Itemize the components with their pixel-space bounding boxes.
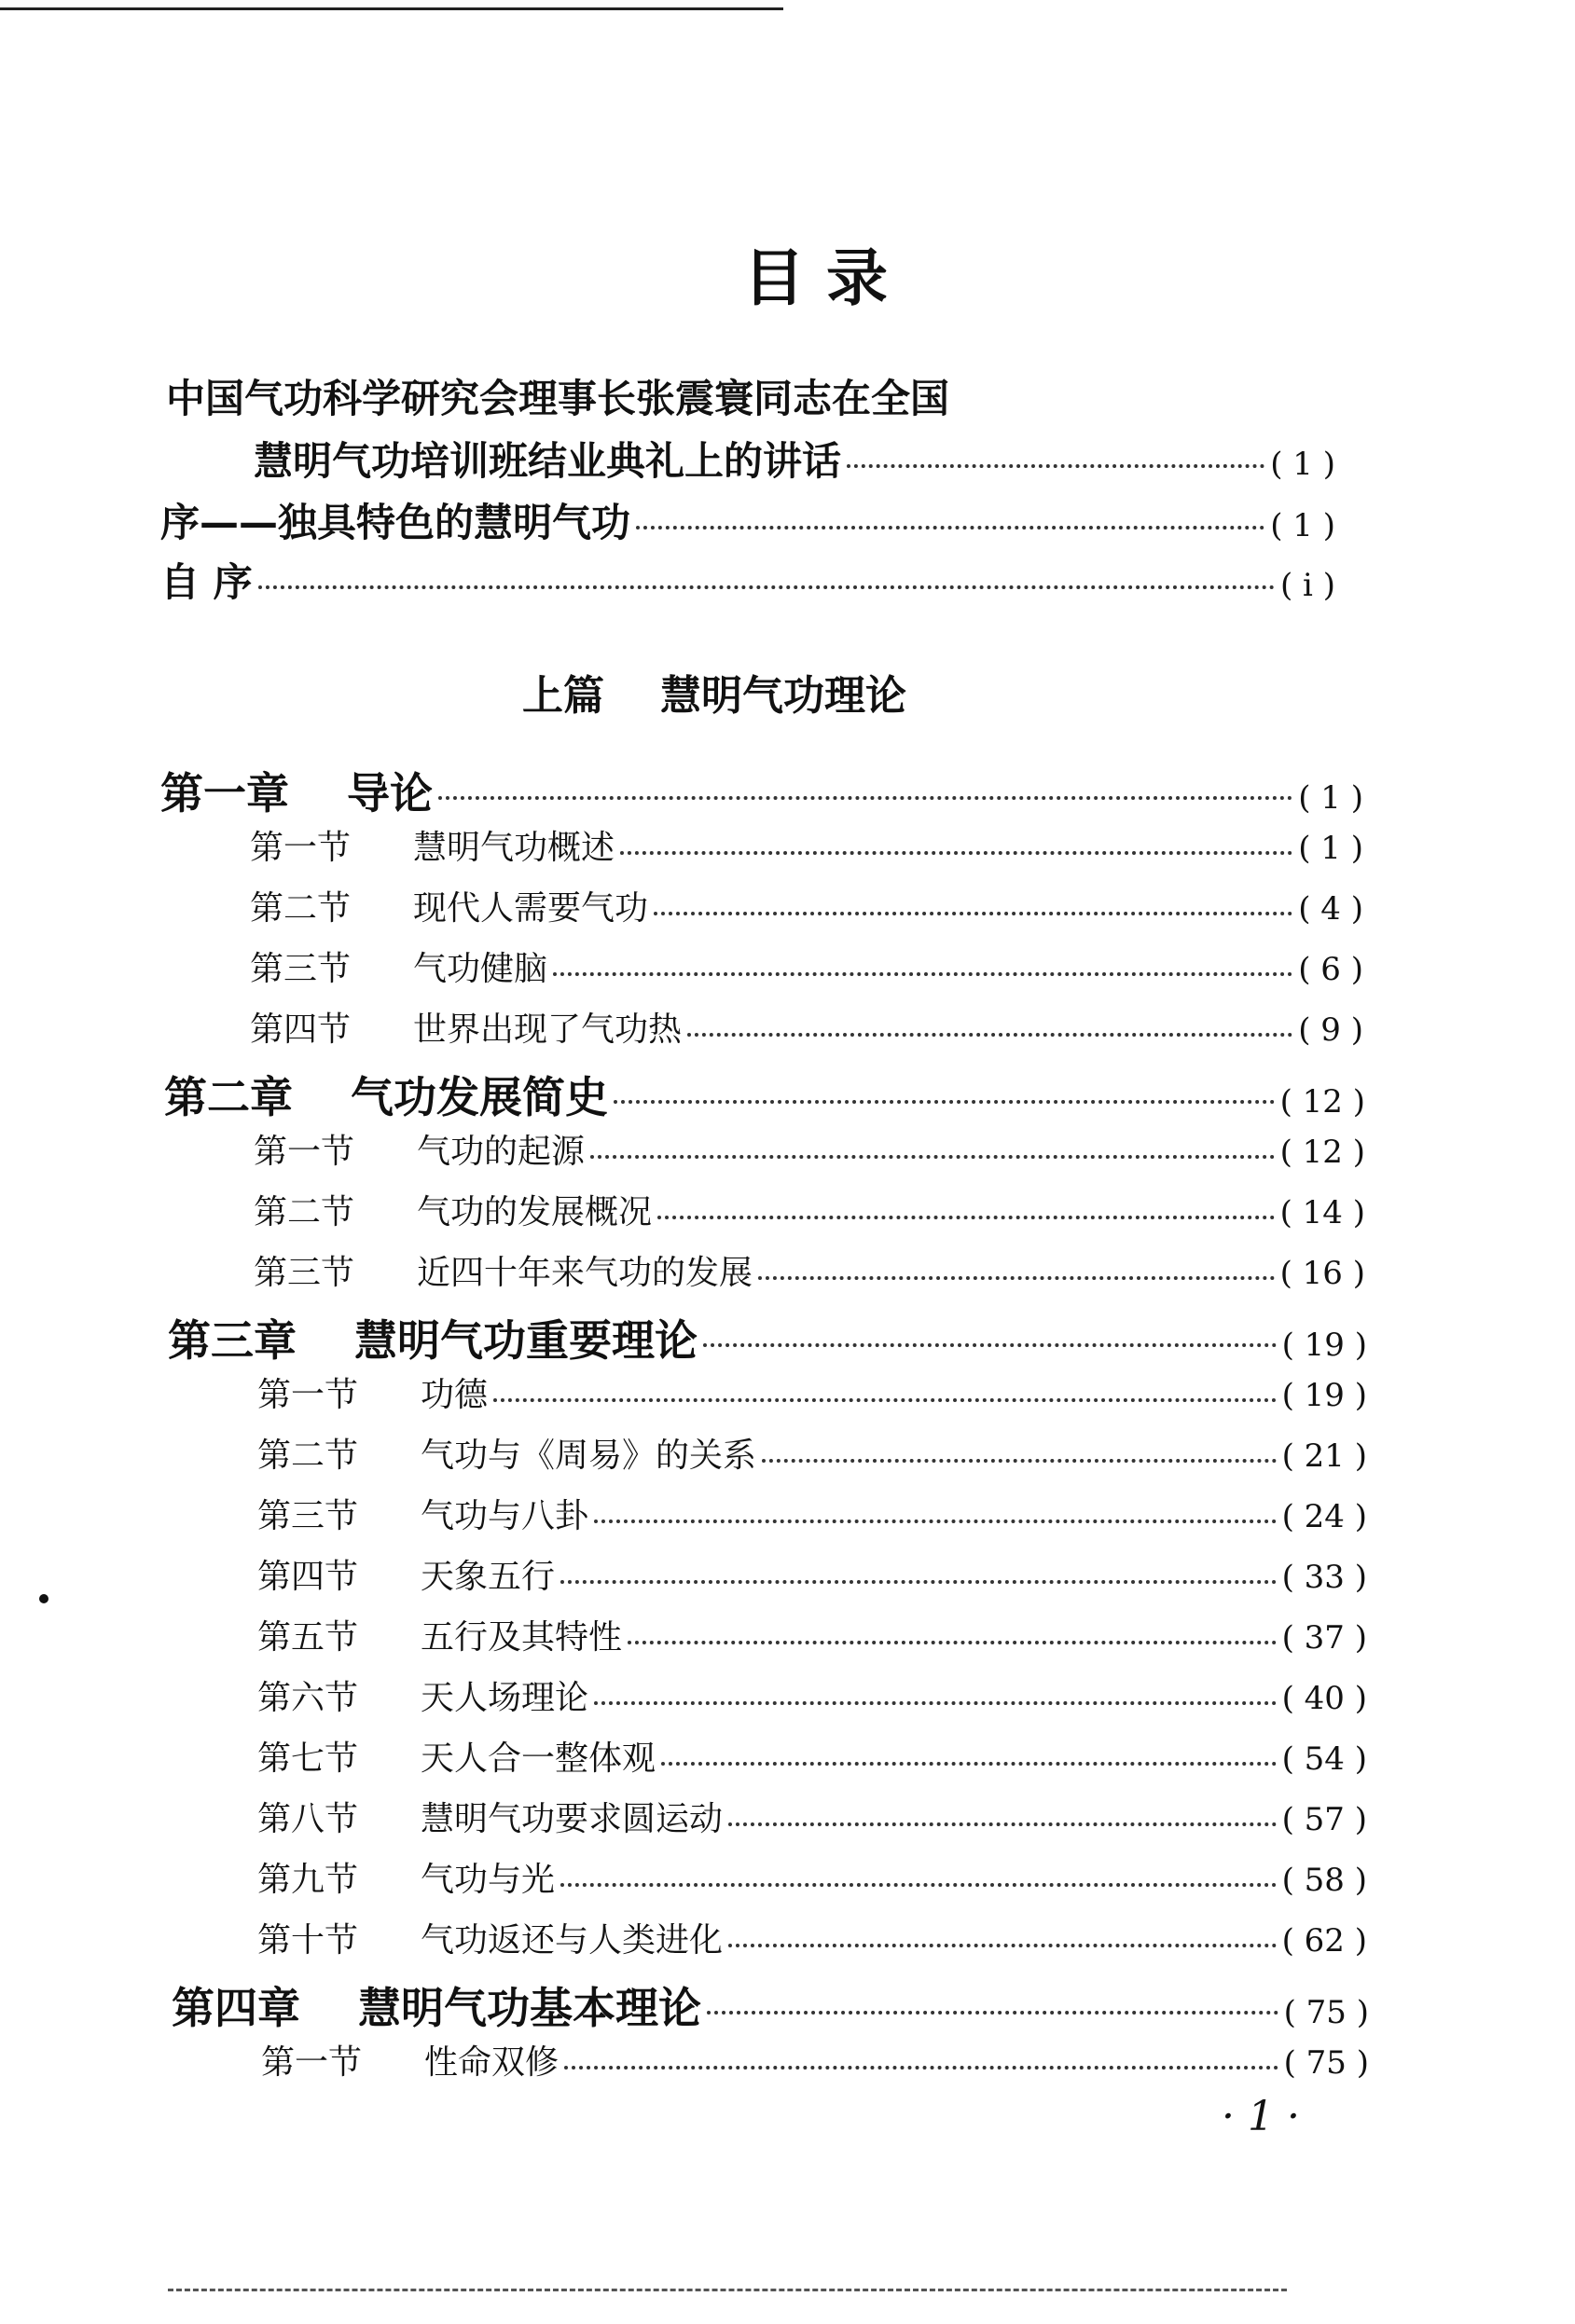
- section-page: ( 14 ): [1279, 1194, 1365, 1231]
- section-page: ( 33 ): [1281, 1559, 1367, 1596]
- section-title: 天象五行: [421, 1558, 556, 1596]
- toc-section-row[interactable]: [254, 1186, 1365, 1233]
- toc-chapter-row[interactable]: [168, 1307, 1367, 1368]
- section-label: 第七节: [257, 1740, 359, 1778]
- section-label: 第三节: [254, 1254, 355, 1292]
- chapter-title: 慧明气功基本理论: [358, 1983, 701, 2033]
- section-page: ( 6 ): [1298, 951, 1363, 988]
- toc-section-row[interactable]: [250, 821, 1363, 869]
- section-label: 第三节: [250, 950, 352, 988]
- leader-dots: [654, 912, 1292, 915]
- section-page: ( 1 ): [1298, 830, 1363, 867]
- section-label: 第二节: [250, 889, 352, 928]
- section-title: 性命双修: [424, 2043, 560, 2082]
- section-page: ( 58 ): [1281, 1862, 1367, 1899]
- leader-dots: [564, 2066, 1278, 2070]
- section-label: 第四节: [250, 1011, 352, 1049]
- leader-dots: [687, 1033, 1292, 1037]
- section-page: ( 21 ): [1281, 1437, 1367, 1475]
- leader-dots: [661, 1762, 1277, 1766]
- toc-section-row[interactable]: [257, 1793, 1367, 1840]
- toc-entry-page: ( 1 ): [1270, 446, 1335, 483]
- toc-section-row[interactable]: [257, 1429, 1367, 1477]
- leader-dots: [560, 1580, 1277, 1584]
- section-label: 第三节: [257, 1497, 359, 1535]
- part-label: 上篇: [522, 672, 604, 720]
- section-page: ( 24 ): [1281, 1498, 1367, 1535]
- top-border-line: [0, 7, 783, 10]
- toc-section-row[interactable]: [250, 1003, 1363, 1051]
- bottom-scan-line: [168, 2289, 1287, 2291]
- page-number: · 1 ·: [1222, 2093, 1300, 2140]
- section-label: 第一节: [254, 1133, 355, 1171]
- part-title: 慧明气功理论: [660, 672, 906, 720]
- section-label: 第十节: [257, 1921, 359, 1960]
- section-label: 第一节: [261, 2043, 363, 2082]
- leader-dots: [590, 1155, 1275, 1159]
- leader-dots: [258, 585, 1275, 589]
- section-title: 天人场理论: [421, 1679, 589, 1717]
- section-title: 五行及其特性: [421, 1618, 623, 1657]
- section-label: 第六节: [257, 1679, 359, 1717]
- toc-preface-line1: 中国气功科学研究会理事长张震寰同志在全国: [166, 376, 950, 421]
- section-page: ( 75 ): [1283, 2044, 1369, 2082]
- page-title: 目 录: [743, 241, 888, 314]
- toc-entry-title: 序——独具特色的慧明气功: [160, 500, 631, 545]
- chapter-page: ( 75 ): [1283, 1994, 1369, 2031]
- section-title: 气功的起源: [417, 1133, 586, 1171]
- section-label: 第二节: [257, 1437, 359, 1475]
- toc-section-row[interactable]: [257, 1611, 1367, 1658]
- chapter-label: 第四章: [172, 1983, 300, 2033]
- leader-dots: [707, 2011, 1278, 2015]
- leader-dots: [614, 1100, 1275, 1104]
- leader-dots: [553, 972, 1292, 976]
- toc-section-row[interactable]: [250, 882, 1363, 929]
- leader-dots: [703, 1343, 1277, 1347]
- toc-entry-foreword[interactable]: [160, 492, 1335, 548]
- toc-section-row[interactable]: [257, 1853, 1367, 1901]
- chapter-page: ( 12 ): [1279, 1083, 1365, 1121]
- toc-section-row[interactable]: [257, 1732, 1367, 1780]
- section-page: ( 19 ): [1281, 1377, 1367, 1414]
- section-title: 气功的发展概况: [417, 1193, 653, 1231]
- leader-dots: [847, 464, 1264, 468]
- section-page: ( 9 ): [1298, 1011, 1363, 1049]
- leader-dots: [628, 1641, 1277, 1644]
- leader-dots: [620, 851, 1292, 855]
- part-heading: [522, 662, 906, 722]
- section-label: 第二节: [254, 1193, 355, 1231]
- toc-entry-speech[interactable]: [254, 431, 1335, 487]
- leader-dots: [657, 1216, 1275, 1219]
- section-page: ( 4 ): [1298, 890, 1363, 928]
- section-title: 气功与《周易》的关系: [421, 1437, 757, 1475]
- section-title: 现代人需要气功: [413, 889, 649, 928]
- section-page: ( 16 ): [1279, 1255, 1365, 1292]
- leader-dots: [560, 1883, 1277, 1887]
- section-label: 第四节: [257, 1558, 359, 1596]
- toc-chapter-row[interactable]: [164, 1064, 1365, 1125]
- leader-dots: [728, 1944, 1277, 1947]
- section-title: 气功与光: [421, 1861, 556, 1899]
- leader-dots: [594, 1701, 1277, 1705]
- chapter-title: 慧明气功重要理论: [354, 1315, 698, 1366]
- toc-entry-author-preface[interactable]: [160, 552, 1335, 608]
- section-page: ( 57 ): [1281, 1801, 1367, 1838]
- section-page: ( 12 ): [1279, 1134, 1365, 1171]
- toc-chapter-row[interactable]: [172, 1974, 1369, 2036]
- toc-section-row[interactable]: [250, 942, 1363, 990]
- scan-speck: [39, 1594, 48, 1603]
- chapter-title: 导论: [347, 768, 433, 818]
- chapter-title: 气功发展简史: [351, 1072, 608, 1122]
- toc-section-row[interactable]: [257, 1368, 1367, 1416]
- section-label: 第九节: [257, 1861, 359, 1899]
- section-page: ( 40 ): [1281, 1680, 1367, 1717]
- toc-section-row[interactable]: [261, 2036, 1369, 2083]
- toc-section-row[interactable]: [257, 1550, 1367, 1598]
- toc-section-row[interactable]: [257, 1914, 1367, 1961]
- leader-dots: [438, 796, 1292, 800]
- chapter-page: ( 19 ): [1281, 1327, 1367, 1364]
- section-page: ( 37 ): [1281, 1619, 1367, 1657]
- toc-entry-title: 自 序: [160, 559, 253, 605]
- toc-chapter-row[interactable]: [160, 760, 1363, 821]
- section-label: 第一节: [257, 1376, 359, 1414]
- section-page: ( 62 ): [1281, 1922, 1367, 1960]
- leader-dots: [762, 1459, 1277, 1463]
- toc-section-row[interactable]: [257, 1671, 1367, 1719]
- section-title: 世界出现了气功热: [413, 1011, 683, 1049]
- chapter-page: ( 1 ): [1298, 779, 1363, 817]
- chapter-label: 第一章: [160, 768, 289, 818]
- leader-dots: [594, 1520, 1277, 1523]
- section-label: 第一节: [250, 829, 352, 867]
- section-title: 气功返还与人类进化: [421, 1921, 724, 1960]
- toc-entry-page: ( 1 ): [1270, 507, 1335, 544]
- chapter-label: 第三章: [168, 1315, 297, 1366]
- toc-section-row[interactable]: [254, 1125, 1365, 1173]
- leader-dots: [636, 526, 1264, 529]
- leader-dots: [493, 1398, 1277, 1402]
- toc-section-row[interactable]: [254, 1246, 1365, 1294]
- section-title: 近四十年来气功的发展: [417, 1254, 753, 1292]
- section-title: 慧明气功要求圆运动: [421, 1800, 724, 1838]
- section-title: 功德: [421, 1376, 489, 1414]
- chapter-label: 第二章: [164, 1072, 293, 1122]
- section-label: 第五节: [257, 1618, 359, 1657]
- section-title: 慧明气功概述: [413, 829, 615, 867]
- section-page: ( 54 ): [1281, 1740, 1367, 1778]
- leader-dots: [728, 1822, 1277, 1826]
- section-title: 气功与八卦: [421, 1497, 589, 1535]
- section-title: 气功健脑: [413, 950, 548, 988]
- toc-entry-title: 慧明气功培训班结业典礼上的讲话: [254, 438, 842, 484]
- section-title: 天人合一整体观: [421, 1740, 656, 1778]
- toc-section-row[interactable]: [257, 1490, 1367, 1537]
- section-label: 第八节: [257, 1800, 359, 1838]
- leader-dots: [758, 1276, 1275, 1280]
- toc-entry-page: ( i ): [1279, 567, 1335, 604]
